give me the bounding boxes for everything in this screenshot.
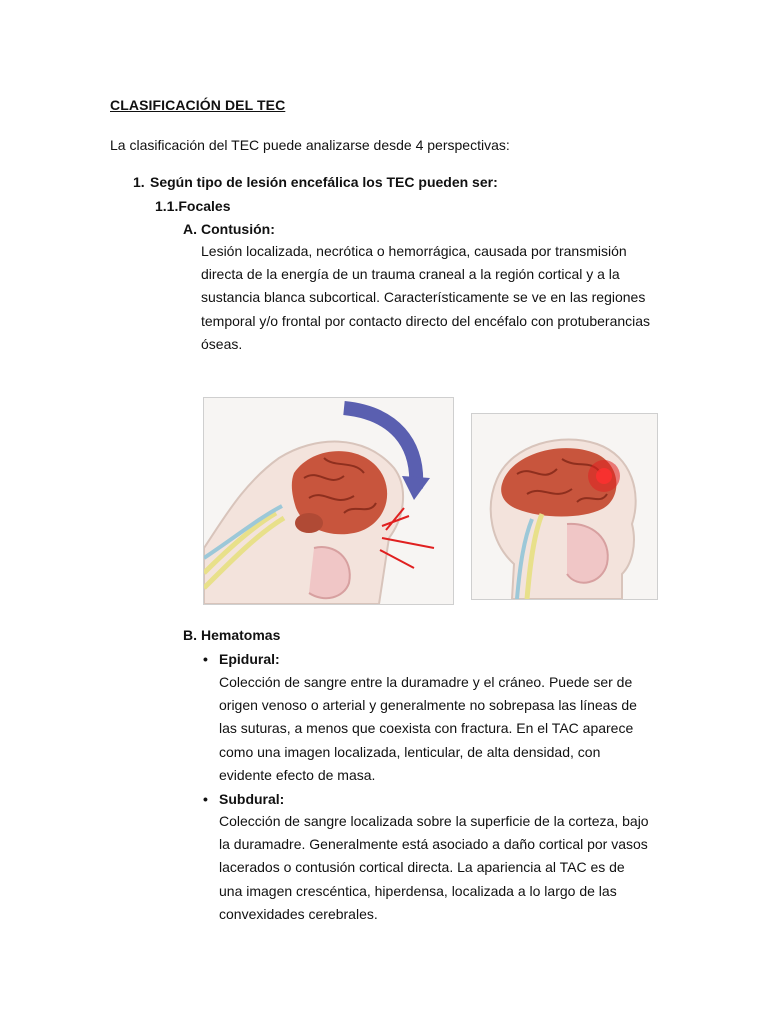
bullet-icon: • (203, 651, 208, 667)
hematomas-label: B. (183, 627, 197, 643)
subdural-heading (203, 791, 284, 807)
subdural-title: Subdural: (219, 791, 285, 807)
paragraph-line: origen venoso o arterial y generalmente no sobrepasa las líneas de (219, 697, 637, 714)
intro-paragraph: La clasificación del TEC puede analizarse desde 4 perspectivas: (110, 137, 510, 153)
hematomas-heading (183, 627, 280, 643)
hematomas-title: Hematomas (201, 627, 281, 643)
frontal-contusion-icon (472, 414, 657, 599)
paragraph-line: óseas. (201, 335, 243, 352)
document-title: CLASIFICACIÓN DEL TEC (110, 97, 286, 113)
paragraph-line: como una imagen localizada, lenticular, de alta densidad, con (219, 743, 601, 760)
bullet-icon: • (203, 791, 208, 807)
paragraph-line: una imagen crescéntica, hiperdensa, localizada a lo largo de las (219, 882, 617, 899)
contusion-title: Contusión: (201, 221, 275, 237)
paragraph-line: la duramadre. Generalmente está asociado a daño cortical por vasos (219, 836, 648, 853)
paragraph-line: Lesión localizada, necrótica o hemorrágica, causada por transmisión (201, 243, 627, 259)
paragraph-line: temporal y/o frontal por contacto directo del encéfalo con protuberancias (201, 312, 651, 329)
paragraph-line: directa de la energía de un trauma craneal a la región cortical y a la (201, 266, 620, 283)
paragraph-line: Colección de sangre entre la duramadre y el cráneo. Puede ser de (219, 674, 633, 690)
frontal-contusion-illustration (471, 413, 658, 600)
section-1-heading (133, 174, 498, 190)
epidural-paragraph (219, 671, 658, 787)
epidural-title: Epidural: (219, 651, 280, 667)
paragraph-line: lacerados o contusión cortical directa. La apariencia al TAC es de (219, 859, 625, 876)
section-1-number: 1. (133, 174, 145, 190)
head-impact-icon (204, 398, 453, 604)
paragraph-line: convexidades cerebrales. (219, 905, 378, 922)
contusion-label: A. (183, 221, 197, 237)
section-1-title: Según tipo de lesión encefálica los TEC pueden ser: (150, 174, 498, 190)
paragraph-line: las suturas, a menos que coexista con fractura. En el TAC aparece (219, 720, 634, 737)
subsection-focales: 1.1.Focales (155, 198, 231, 214)
head-impact-illustration (203, 397, 454, 605)
contusion-heading (183, 221, 275, 237)
paragraph-line: evidente efecto de masa. (219, 766, 376, 783)
paragraph-line: sustancia blanca subcortical. Característicamente se ve en las regiones (201, 289, 646, 306)
subdural-paragraph (219, 810, 658, 926)
contusion-paragraph (201, 240, 658, 356)
epidural-heading (203, 651, 280, 667)
paragraph-line: Colección de sangre localizada sobre la superficie de la corteza, bajo (219, 813, 649, 829)
